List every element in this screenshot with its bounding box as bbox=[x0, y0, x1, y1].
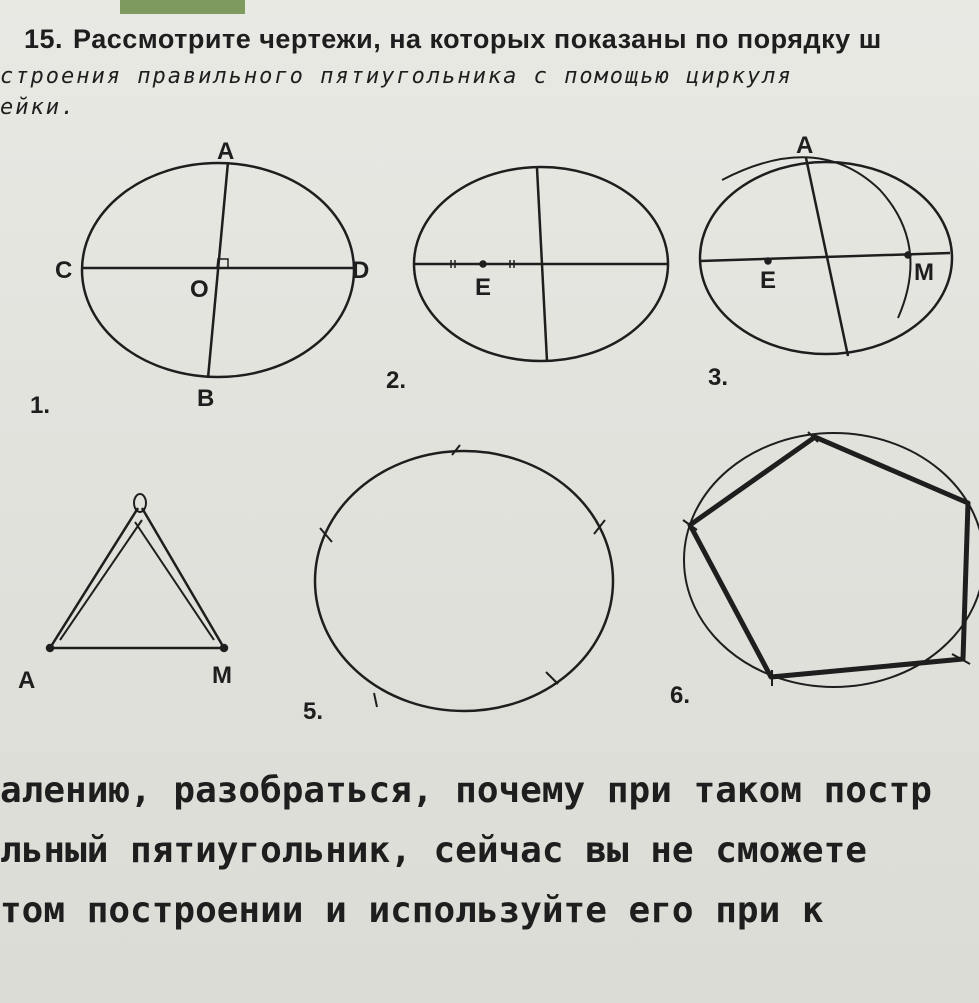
fig3-label-e: E bbox=[760, 267, 777, 294]
fig1-label-a: A bbox=[217, 138, 235, 165]
task-text-line2: строения правильного пятиугольника с помощью циркуля bbox=[0, 64, 793, 89]
fig1-label-b: B bbox=[197, 385, 215, 412]
task-number: 15. bbox=[24, 24, 64, 54]
task-text-line3: ейки. bbox=[0, 95, 77, 120]
fig3-label-m: M bbox=[914, 259, 934, 286]
body-text-line3: том построении и используйте его при к bbox=[0, 890, 824, 931]
figure-4 bbox=[47, 494, 227, 651]
fig1-label-o: O bbox=[190, 276, 209, 303]
figure-1 bbox=[82, 162, 356, 378]
fig4-label-a: A bbox=[18, 667, 36, 694]
fig5-number: 5. bbox=[303, 698, 324, 725]
fig1-number: 1. bbox=[30, 392, 51, 419]
fig1-label-d: D bbox=[352, 257, 370, 284]
fig2-number: 2. bbox=[386, 367, 407, 394]
fig6-number: 6. bbox=[670, 682, 691, 709]
fig3-label-a: A bbox=[796, 132, 814, 159]
fig1-label-c: C bbox=[55, 257, 73, 284]
body-text-line1: алению, разобраться, почему при таком постр bbox=[0, 770, 932, 811]
task-text-line1: Рассмотрите чертежи, на которых показаны по порядку ш bbox=[73, 24, 882, 54]
figure-2 bbox=[414, 167, 668, 361]
figure-3 bbox=[700, 157, 952, 356]
fig3-number: 3. bbox=[708, 364, 729, 391]
fig2-label-e: E bbox=[475, 274, 492, 301]
figure-6 bbox=[683, 432, 979, 687]
fig4-label-m: M bbox=[212, 662, 232, 689]
body-text-line2: льный пятиугольник, сейчас вы не сможете bbox=[0, 830, 867, 871]
figure-5 bbox=[315, 445, 613, 711]
